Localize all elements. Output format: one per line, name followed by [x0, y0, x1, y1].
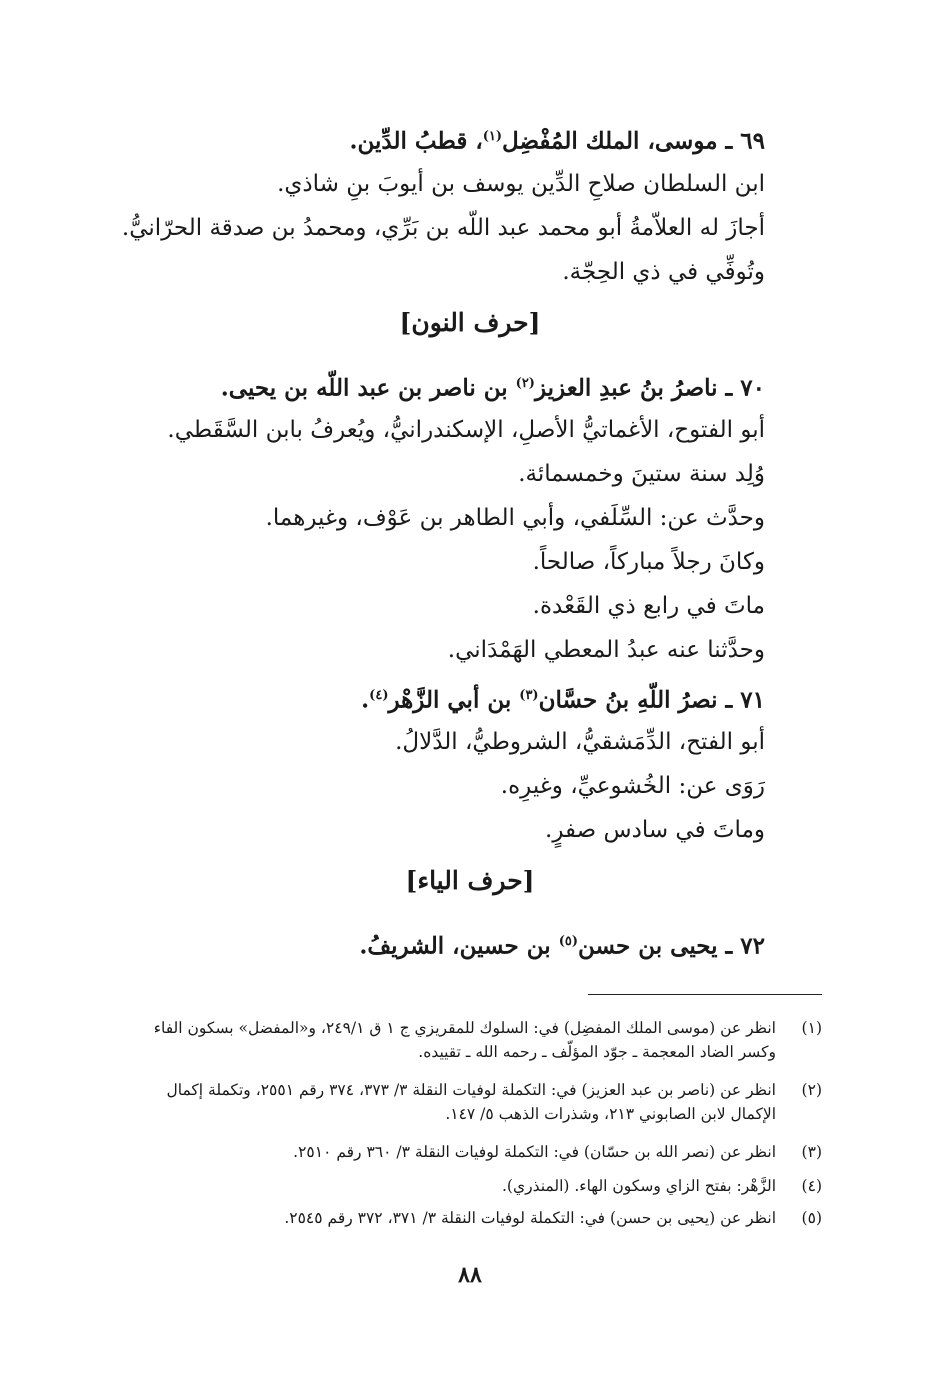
page-number: ٨٨	[458, 1262, 482, 1288]
entry-71-title-rest: .	[361, 686, 370, 714]
footnote-number: (٥)	[801, 1209, 822, 1227]
footnote-ref-4[interactable]: (٤)	[369, 688, 389, 703]
entry-72-title-rest: بن حسين، الشريفُ.	[359, 932, 559, 960]
entry-69-name: ٦٩ ـ موسى، الملك المُفْضِل	[502, 127, 765, 155]
footnote-text: الزَّهْر: بفتح الزاي وسكون الهاء. (المنذري).	[502, 1177, 776, 1195]
entry-70-line: أبو الفتوح، الأغماتيُّ الأصلِ، الإسكندرانيُّ، ويُعرفُ بابن السَّقَطي.	[167, 417, 765, 443]
footnote-text: انظر عن (موسى الملك المفضِل) في: السلوك للمقريزي ج ١ ق ٢٤٩/١، و«المفضل» بسكون الفاء وكسر الضاد المعجمة ـ جوّد المؤلّف ـ رحمه الله ـ تقييده.	[153, 1019, 776, 1061]
entry-69-title	[349, 121, 765, 158]
entry-69-line: وتُوفِّي في ذي الحِجّة.	[562, 259, 765, 285]
footnote-text: انظر عن (ناصر بن عبد العزيز) في: التكملة لوفيات النقلة ٣/ ٣٧٣، ٣٧٤ رقم ٢٥٥١، وتكملة إكمال الإكمال لابن الصابوني ٢١٣، وشذرات الذهب ٥/ ١٤٧.	[166, 1081, 776, 1123]
footnote-ref-1[interactable]: (١)	[482, 129, 503, 144]
entry-72-name: ٧٢ ـ يحيى بن حسن	[578, 932, 765, 960]
entry-70-line: وحدَّث عن: السِّلَفي، وأبي الطاهر بن عَوْف، وغيرهما.	[265, 505, 765, 531]
footnote-number: (١)	[801, 1019, 822, 1037]
entry-72-title	[359, 926, 765, 963]
footnote-number: (٤)	[801, 1177, 822, 1195]
footnote-separator	[588, 994, 822, 995]
footnote-5	[120, 1206, 822, 1230]
entry-70-line: وُلِد سنة ستينَ وخمسمائة.	[518, 461, 765, 487]
entry-71-line: وماتَ في سادس صفرٍ.	[545, 817, 765, 843]
entry-69-line: أجازَ له العلاّمةُ أبو محمد عبد اللّه بن بَرِّي، ومحمدُ بن صدقة الحرّانيُّ.	[121, 215, 765, 241]
entry-71-line: أبو الفتح، الدِّمَشقيُّ، الشروطيُّ، الدَّلالُ.	[395, 729, 765, 755]
footnote-text: انظر عن (يحيى بن حسن) في: التكملة لوفيات النقلة ٣/ ٣٧١، ٣٧٢ رقم ٢٥٤٥.	[284, 1209, 776, 1227]
footnote-1	[120, 1016, 822, 1064]
entry-71-title	[361, 680, 765, 717]
section-heading-ya: [حرف الياء]	[405, 866, 535, 895]
entry-69-line: ابن السلطان صلاحِ الدِّين يوسف بن أيوبَ بنِ شاذي.	[277, 171, 765, 197]
entry-70-line: وكانَ رجلاً مباركاً، صالحاً.	[532, 549, 765, 575]
footnote-ref-5[interactable]: (٥)	[558, 934, 578, 949]
footnote-4	[120, 1174, 822, 1198]
footnote-ref-2[interactable]: (٢)	[515, 376, 535, 391]
section-heading-nun: [حرف النون]	[399, 308, 541, 337]
entry-70-line: ماتَ في رابع ذي القَعْدة.	[532, 593, 765, 619]
entry-71-line: رَوَى عن: الخُشوعيِّ، وغيرِه.	[500, 773, 765, 799]
entry-69-title-rest: ، قطبُ الدِّين.	[349, 127, 483, 155]
footnote-2	[120, 1078, 822, 1126]
entry-71-title-mid: بن أبي الزَّهْر	[388, 686, 520, 714]
footnote-3	[120, 1140, 822, 1164]
footnote-number: (٢)	[801, 1081, 822, 1099]
footnote-number: (٣)	[801, 1143, 822, 1161]
footnote-ref-3[interactable]: (٣)	[519, 688, 539, 703]
entry-70-title	[221, 368, 765, 405]
footnote-text: انظر عن (نصر الله بن حسّان) في: التكملة لوفيات النقلة ٣/ ٣٦٠ رقم ٢٥١٠.	[293, 1143, 776, 1161]
entry-71-name: ٧١ ـ نصرُ اللّهِ بنُ حسَّان	[538, 686, 765, 714]
entry-70-line: وحدَّثنا عنه عبدُ المعطي الهَمْدَاني.	[447, 637, 765, 663]
entry-70-name: ٧٠ ـ ناصرُ بنُ عبدِ العزيز	[534, 374, 765, 402]
entry-70-title-rest: بن ناصر بن عبد اللّه بن يحيى.	[220, 374, 516, 402]
